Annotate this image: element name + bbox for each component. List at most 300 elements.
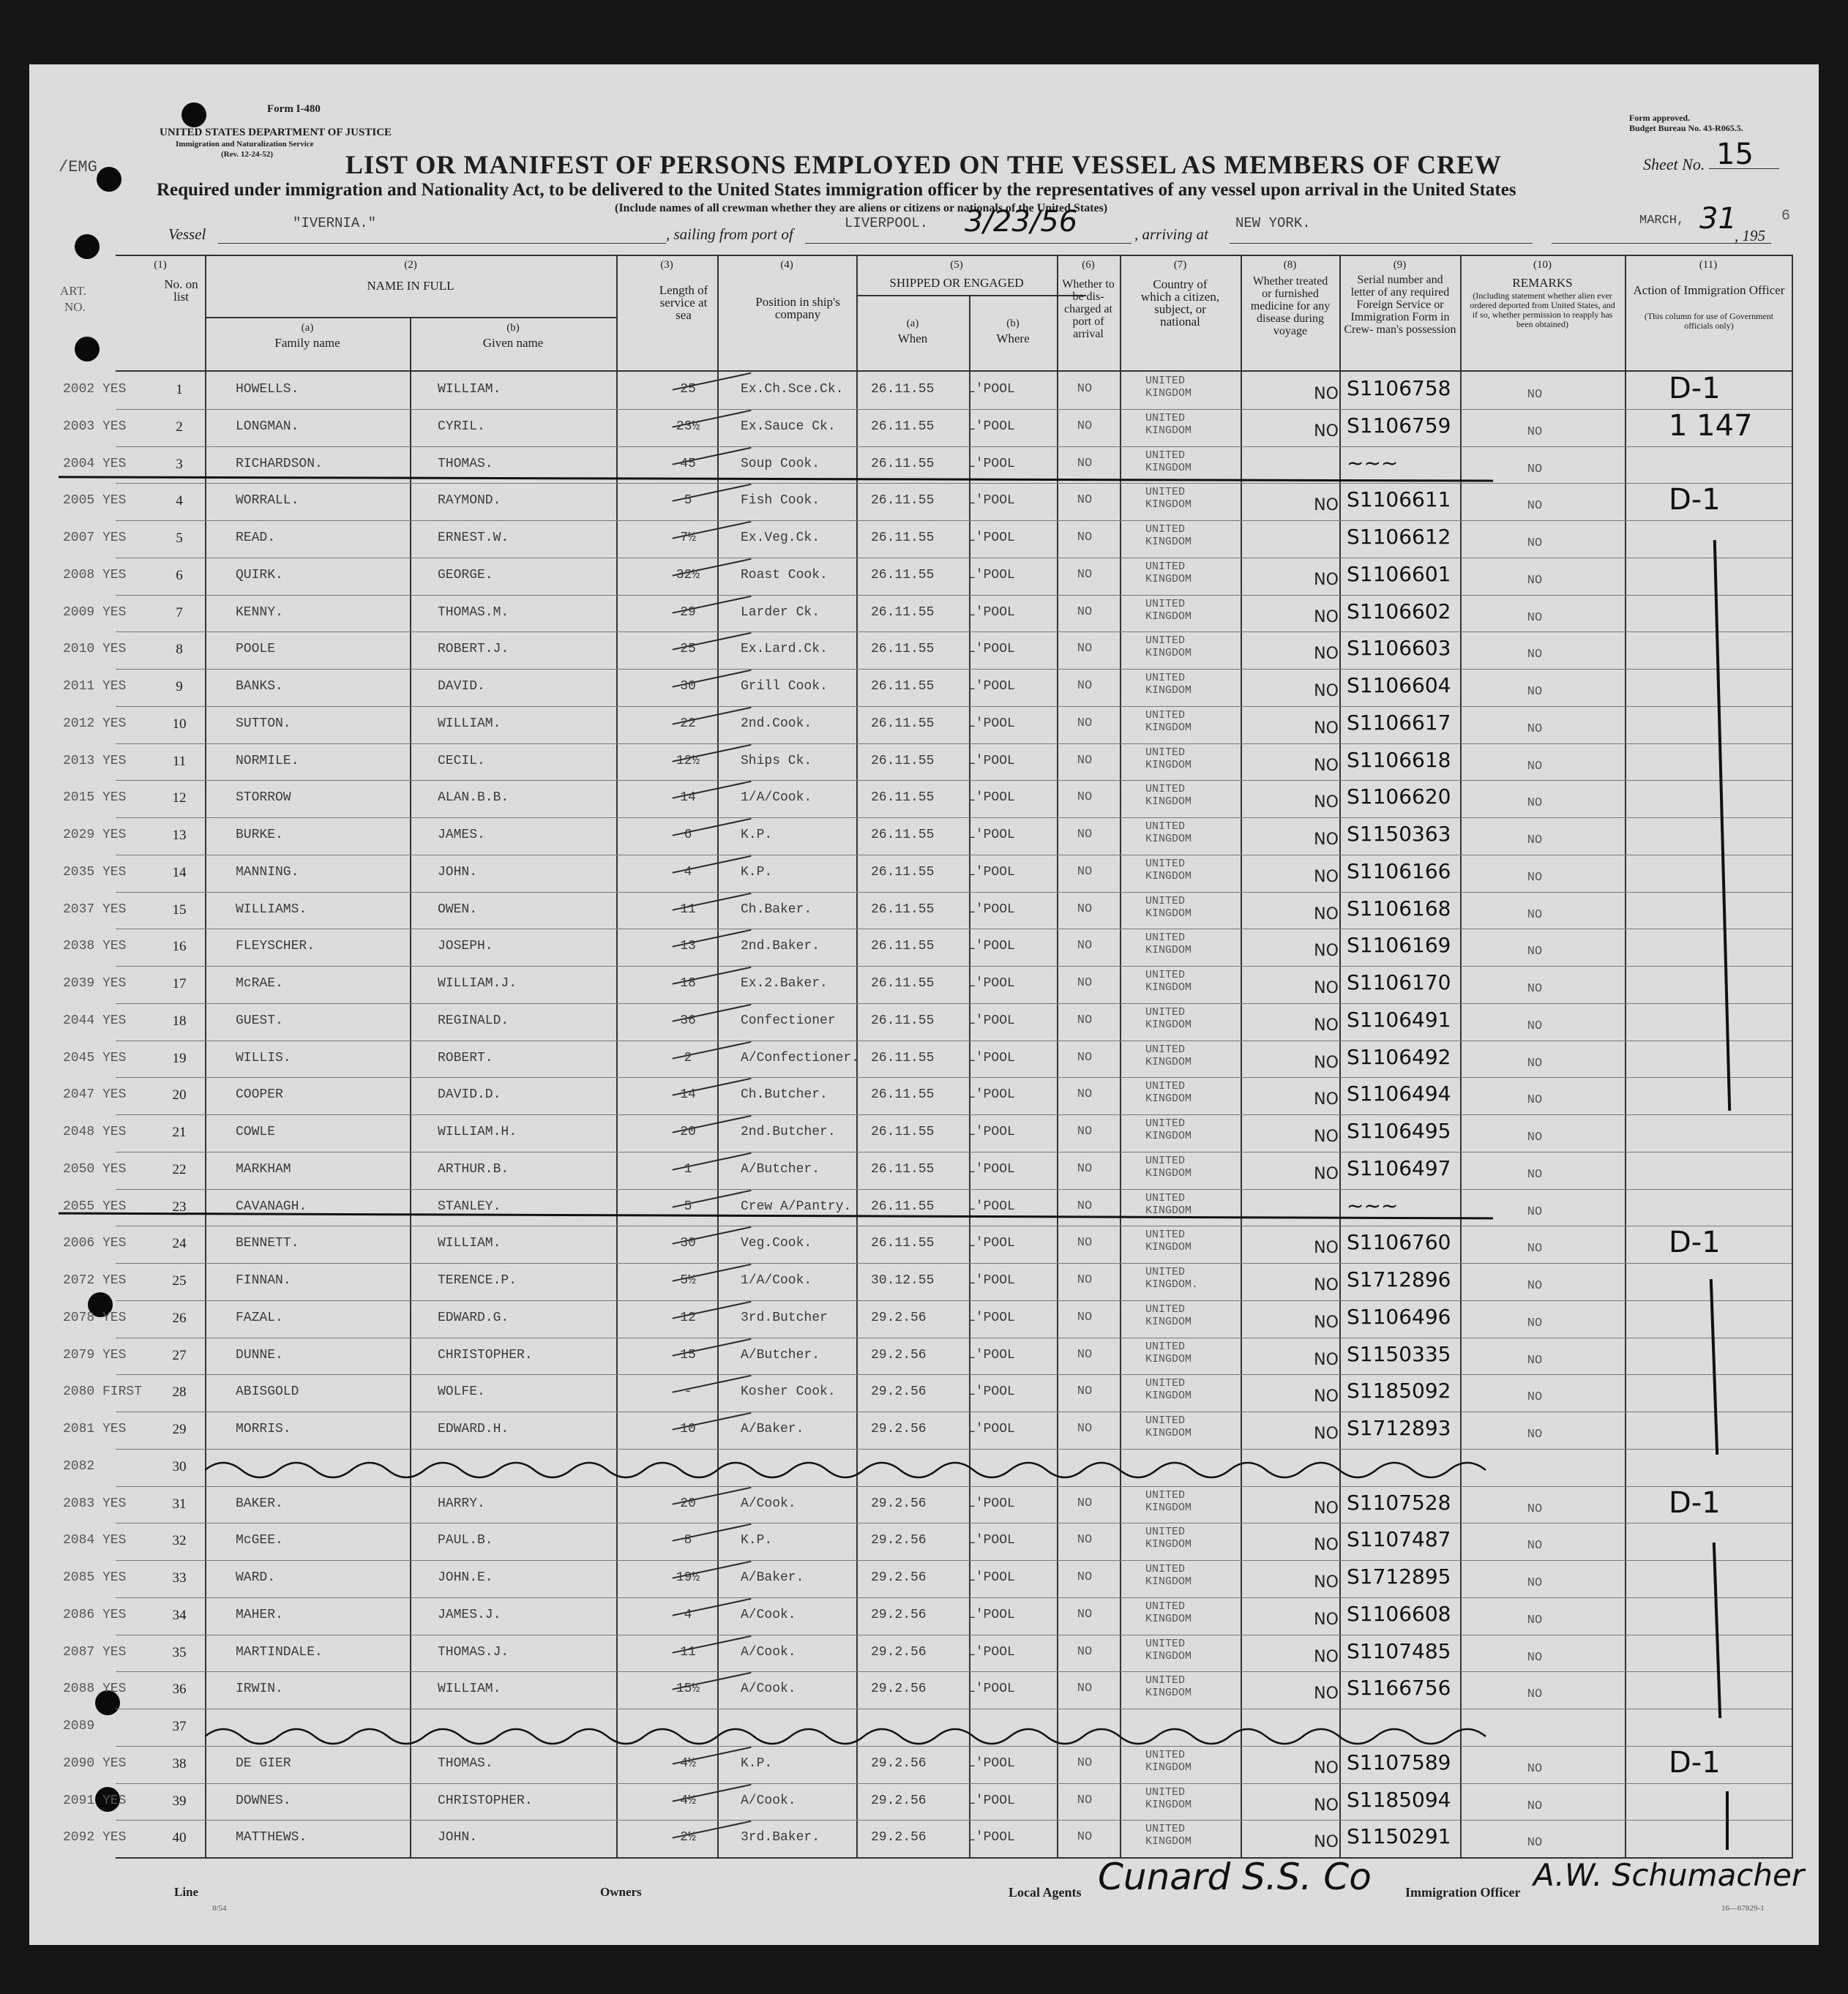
arriving-label: , arriving at <box>1134 225 1208 243</box>
row-serial-number: S1106491 <box>1347 1007 1451 1032</box>
row-list-number: 26 <box>172 1310 187 1326</box>
row-divider <box>116 409 1792 410</box>
row-discharged: NO <box>1077 1273 1093 1287</box>
col5a-header: When <box>897 331 928 345</box>
row-serial-number: S1106620 <box>1347 784 1451 809</box>
row-length-of-service: 2½ <box>680 1830 696 1845</box>
row-discharged: NO <box>1077 493 1093 508</box>
row-medical: NO <box>1314 1758 1339 1777</box>
row-country: UNITED KINGDOM <box>1145 746 1192 771</box>
sailing-port: LIVERPOOL. <box>845 215 929 231</box>
row-engaged-date: 29.2.56 <box>871 1347 927 1363</box>
row-length-of-service: 15½ <box>676 1682 700 1697</box>
table-row <box>29 1635 1819 1672</box>
row-position: 2nd.Cook. <box>741 716 812 731</box>
row-serial-number: S1106617 <box>1347 710 1451 735</box>
row-medical: NO <box>1314 1833 1339 1852</box>
row-discharged: NO <box>1077 1793 1093 1807</box>
row-art-number: 2083 YES <box>63 1496 127 1511</box>
row-engaged-place: L'POOL <box>968 679 1015 694</box>
row-discharged: NO <box>1077 939 1093 953</box>
sheet-number-rule <box>1709 168 1779 169</box>
row-given-name: ROBERT.J. <box>438 642 509 657</box>
row-divider <box>116 817 1792 818</box>
row-list-number: 30 <box>172 1458 187 1474</box>
row-length-of-service: 32½ <box>676 567 700 582</box>
row-family-name: DOWNES. <box>236 1793 291 1808</box>
arriving-port: NEW YORK. <box>1235 215 1311 231</box>
row-position: Ships Ck. <box>741 753 812 768</box>
row-engaged-date: 26.11.55 <box>871 419 935 434</box>
row-serial-number: S1150291 <box>1347 1824 1451 1849</box>
row-length-of-service: 4 <box>684 1607 692 1622</box>
row-serial-number: S1166756 <box>1347 1676 1451 1701</box>
row-engaged-date: 26.11.55 <box>871 976 935 991</box>
row-discharged: NO <box>1077 604 1093 619</box>
row-position: A/Cook. <box>741 1496 796 1511</box>
row-given-name: STANLEY. <box>438 1199 501 1214</box>
table-row <box>29 1412 1819 1449</box>
row-engaged-date: 26.11.55 <box>871 1050 935 1065</box>
row-engaged-place: L'POOL <box>968 1682 1015 1697</box>
row-engaged-place: L'POOL <box>968 790 1015 806</box>
col6-header: Whether to be dis- charged at port of arrival <box>1062 278 1115 340</box>
col5-header: SHIPPED OR ENGAGED <box>889 276 1024 290</box>
row-given-name: THOMAS.M. <box>438 604 509 620</box>
row-serial-number: S1106494 <box>1347 1082 1451 1106</box>
row-medical: NO <box>1314 719 1339 738</box>
row-country: UNITED KINGDOM <box>1145 1229 1192 1254</box>
row-position: 2nd.Butcher. <box>741 1125 836 1139</box>
row-serial-number: S1106760 <box>1347 1230 1451 1255</box>
action-stroke <box>1726 1791 1729 1850</box>
row-list-number: 33 <box>172 1570 187 1586</box>
row-engaged-date: 26.11.55 <box>871 753 935 768</box>
row-engaged-date: 26.11.55 <box>871 642 935 657</box>
row-remarks: NO <box>1527 1539 1543 1553</box>
row-remarks: NO <box>1527 1242 1543 1256</box>
table-row <box>29 409 1819 446</box>
row-position: A/Cook. <box>741 1793 796 1808</box>
row-list-number: 31 <box>172 1496 187 1512</box>
table-row <box>29 669 1819 706</box>
row-position: K.P. <box>741 1533 773 1548</box>
row-family-name: MANNING. <box>236 864 299 880</box>
row-serial-number: S1107487 <box>1347 1527 1451 1552</box>
row-position: Larder Ck. <box>741 604 820 620</box>
row-discharged: NO <box>1077 864 1093 879</box>
row-engaged-place: L'POOL <box>968 828 1015 842</box>
row-position: A/Cook. <box>741 1682 796 1697</box>
row-medical: NO <box>1314 904 1339 923</box>
row-given-name: HARRY. <box>438 1496 485 1511</box>
row-serial-number: S1712896 <box>1347 1267 1451 1292</box>
row-remarks: NO <box>1527 1316 1543 1330</box>
sheet-label: Sheet No. <box>1643 155 1705 173</box>
row-country: UNITED KINGDOM <box>1145 1117 1192 1142</box>
row-divider <box>116 1560 1792 1561</box>
row-medical: NO <box>1314 645 1339 664</box>
row-serial-number: S1106759 <box>1347 413 1451 438</box>
row-country: UNITED KINGDOM <box>1145 1377 1192 1403</box>
row-engaged-date: 26.11.55 <box>871 790 935 806</box>
row-remarks: NO <box>1527 870 1543 885</box>
row-serial-number: S1106758 <box>1347 376 1451 400</box>
col5b-number: (b) <box>1006 318 1020 329</box>
row-art-number: 2015 YES <box>63 790 127 806</box>
table-row <box>29 1523 1819 1560</box>
row-country: UNITED KINGDOM <box>1145 1191 1192 1217</box>
row-serial-number: S1712893 <box>1347 1416 1451 1440</box>
row-discharged: NO <box>1077 456 1093 471</box>
row-art-number: 2088 YES <box>63 1682 127 1697</box>
wavy-separator <box>205 1459 1508 1481</box>
row-list-number: 15 <box>172 902 187 918</box>
row-discharged: NO <box>1077 1682 1093 1696</box>
row-divider <box>116 1449 1792 1450</box>
row-remarks: NO <box>1527 907 1543 922</box>
page-subtitle: Required under immigration and Nationality Act, to be delivered to the United States immigration officer by the representatives of any vessel upon arrival in the United States <box>157 180 1516 200</box>
row-serial-number: S1107528 <box>1347 1490 1451 1515</box>
row-medical: NO <box>1314 1128 1339 1146</box>
table-row <box>29 372 1819 409</box>
row-serial-number: S1106601 <box>1347 561 1451 586</box>
row-engaged-place: L'POOL <box>968 1013 1015 1028</box>
row-divider <box>116 1597 1792 1598</box>
row-length-of-service: 30 <box>680 679 696 694</box>
row-list-number: 22 <box>172 1161 187 1177</box>
row-engaged-place: L'POOL <box>968 1830 1015 1845</box>
row-medical: NO <box>1314 831 1339 849</box>
row-position: A/Baker. <box>741 1570 804 1585</box>
row-position: Fish Cook. <box>741 493 820 509</box>
row-medical: NO <box>1314 942 1339 961</box>
row-discharged: NO <box>1077 642 1093 656</box>
row-family-name: BURKE. <box>236 828 283 842</box>
row-family-name: HOWELLS. <box>236 382 299 397</box>
form-number: Form I-480 <box>267 103 321 115</box>
row-remarks: NO <box>1527 536 1543 550</box>
col11-number: (11) <box>1699 259 1718 271</box>
col6-number: (6) <box>1082 259 1095 271</box>
row-length-of-service: 20 <box>680 1125 696 1139</box>
row-engaged-date: 26.11.55 <box>871 1236 935 1251</box>
row-given-name: EDWARD.H. <box>438 1422 509 1436</box>
year-digit: 6 <box>1781 208 1791 225</box>
row-remarks: NO <box>1527 1576 1543 1590</box>
row-given-name: JOHN. <box>438 1830 478 1845</box>
row-engaged-place: L'POOL <box>968 1644 1015 1660</box>
row-divider <box>116 1486 1792 1487</box>
row-position: Roast Cook. <box>741 567 828 582</box>
row-serial-number: S1106602 <box>1347 599 1451 623</box>
row-position: Ex.Ch.Sce.Ck. <box>741 382 844 397</box>
row-engaged-place: L'POOL <box>968 456 1015 471</box>
row-list-number: 13 <box>172 828 187 843</box>
row-remarks: NO <box>1527 1428 1543 1442</box>
row-family-name: NORMILE. <box>236 753 299 768</box>
row-given-name: THOMAS. <box>438 1755 493 1771</box>
row-country: UNITED KINGDOM <box>1145 894 1192 920</box>
row-length-of-service: 5 <box>684 493 692 509</box>
col11-note: (This column for use of Government officials only) <box>1644 311 1774 331</box>
col2b-number: (b) <box>506 322 520 334</box>
row-length-of-service: 5½ <box>680 1273 696 1288</box>
table-row <box>29 892 1819 929</box>
row-given-name: WILLIAM. <box>438 1682 501 1697</box>
row-discharged: NO <box>1077 1570 1093 1584</box>
row-position: 1/A/Cook. <box>741 1273 812 1288</box>
row-remarks: NO <box>1527 1761 1543 1776</box>
row-art-number: 2081 YES <box>63 1422 127 1436</box>
row-divider <box>116 1374 1792 1375</box>
row-engaged-date: 29.2.56 <box>871 1755 927 1771</box>
row-given-name: JAMES.J. <box>438 1607 501 1622</box>
row-medical: NO <box>1314 1313 1339 1332</box>
row-serial-number: S1106608 <box>1347 1601 1451 1626</box>
row-engaged-place: L'POOL <box>968 419 1015 434</box>
row-art-number: 2091 YES <box>63 1793 127 1808</box>
row-engaged-place: L'POOL <box>968 567 1015 582</box>
row-engaged-place: L'POOL <box>968 1347 1015 1363</box>
col5b-header: Where <box>996 331 1030 345</box>
row-serial-number: S1106166 <box>1347 858 1451 883</box>
row-length-of-service: 1 <box>684 1161 692 1177</box>
col7-header: Country of which a citizen, subject, or national <box>1140 277 1220 329</box>
row-discharged: NO <box>1077 1644 1093 1659</box>
row-art-number: 2085 YES <box>63 1570 127 1585</box>
row-art-number: 2012 YES <box>63 716 127 731</box>
row-country: UNITED KINGDOM <box>1145 1785 1192 1811</box>
punch-hole <box>75 337 100 361</box>
row-serial-number: S1106604 <box>1347 673 1451 697</box>
row-length-of-service: 11 <box>680 902 696 917</box>
row-country: UNITED KINGDOM <box>1145 1600 1192 1625</box>
row-medical: NO <box>1314 1090 1339 1109</box>
row-engaged-place: L'POOL <box>968 642 1015 657</box>
punch-hole <box>97 167 121 192</box>
row-country: UNITED KINGDOM <box>1145 486 1192 511</box>
row-family-name: SUTTON. <box>236 716 291 731</box>
row-list-number: 29 <box>172 1422 187 1437</box>
row-given-name: CECIL. <box>438 753 485 768</box>
row-art-number: 2048 YES <box>63 1125 127 1139</box>
row-country: UNITED KINGDOM <box>1145 820 1192 845</box>
row-discharged: NO <box>1077 1087 1093 1102</box>
table-row <box>29 520 1819 558</box>
row-given-name: GEORGE. <box>438 567 493 582</box>
row-length-of-service: 23½ <box>676 419 700 434</box>
row-discharged: NO <box>1077 1050 1093 1065</box>
row-divider <box>116 780 1792 781</box>
row-family-name: WILLIS. <box>236 1050 291 1065</box>
row-position: Grill Cook. <box>741 679 828 694</box>
row-engaged-date: 29.2.56 <box>871 1644 927 1660</box>
row-length-of-service: 19½ <box>676 1570 700 1585</box>
row-engaged-date: 26.11.55 <box>871 1199 935 1214</box>
row-engaged-date: 30.12.55 <box>871 1273 935 1288</box>
print-code-right: 16—67829-1 <box>1721 1904 1765 1913</box>
wavy-separator <box>205 1725 1508 1747</box>
row-length-of-service: 2 <box>684 1050 692 1065</box>
row-art-number: 2080 FIRST <box>63 1384 143 1400</box>
row-remarks: NO <box>1527 462 1543 476</box>
row-list-number: 14 <box>172 864 187 880</box>
row-remarks: NO <box>1527 1131 1543 1144</box>
row-divider <box>116 1671 1792 1672</box>
row-family-name: LONGMAN. <box>236 419 299 434</box>
local-agents-signature: Cunard S.S. Co <box>1098 1856 1372 1898</box>
form-revision: (Rev. 12-24-52) <box>221 150 273 159</box>
row-country: UNITED KINGDOM <box>1145 1080 1192 1106</box>
table-row <box>29 1114 1819 1152</box>
sheet-number: 15 <box>1716 138 1754 171</box>
row-officer-action: D-1 <box>1669 1745 1721 1780</box>
row-list-number: 5 <box>176 531 183 546</box>
row-family-name: ABISGOLD <box>236 1384 299 1400</box>
row-discharged: NO <box>1077 716 1093 730</box>
row-engaged-date: 26.11.55 <box>871 1161 935 1177</box>
row-divider <box>116 1300 1792 1301</box>
row-engaged-place: L'POOL <box>968 1310 1015 1325</box>
row-given-name: ARTHUR.B. <box>438 1161 509 1177</box>
row-length-of-service: 12½ <box>676 753 700 768</box>
row-family-name: MARKHAM <box>236 1161 291 1177</box>
row-remarks: NO <box>1527 499 1543 514</box>
row-given-name: CHRISTOPHER. <box>438 1347 533 1363</box>
table-row <box>29 1152 1819 1189</box>
row-serial-number: S1185092 <box>1347 1379 1451 1403</box>
row-divider <box>116 706 1792 707</box>
row-list-number: 34 <box>172 1607 187 1623</box>
row-remarks: NO <box>1527 1613 1543 1627</box>
row-medical: NO <box>1314 1239 1339 1258</box>
row-discharged: NO <box>1077 1496 1093 1510</box>
row-art-number: 2037 YES <box>63 902 127 917</box>
row-family-name: MATTHEWS. <box>236 1830 307 1845</box>
row-family-name: DE GIER <box>236 1755 291 1771</box>
row-engaged-date: 26.11.55 <box>871 1087 935 1103</box>
vessel-label: Vessel <box>168 225 206 243</box>
row-divider <box>116 669 1792 670</box>
row-engaged-place: L'POOL <box>968 1570 1015 1585</box>
table-row <box>29 483 1819 520</box>
row-country: UNITED KINGDOM <box>1145 375 1192 400</box>
row-serial-number: ~~~ <box>1347 1193 1399 1218</box>
row-medical: NO <box>1314 1573 1339 1592</box>
row-officer-action: D-1 <box>1669 1485 1721 1520</box>
row-serial-number: S1106496 <box>1347 1304 1451 1329</box>
row-medical: NO <box>1314 1425 1339 1443</box>
row-engaged-place: L'POOL <box>968 902 1015 917</box>
row-serial-number: S1106497 <box>1347 1155 1451 1180</box>
row-family-name: READ. <box>236 531 276 545</box>
row-divider <box>116 1263 1792 1264</box>
row-length-of-service: 4½ <box>680 1755 696 1771</box>
row-length-of-service: 4 <box>684 864 692 880</box>
row-given-name: ROBERT. <box>438 1050 493 1065</box>
row-list-number: 37 <box>172 1719 187 1734</box>
table-row <box>29 1820 1819 1857</box>
row-list-number: 32 <box>172 1533 187 1549</box>
row-remarks: NO <box>1527 685 1543 699</box>
row-list-number: 11 <box>172 753 187 769</box>
row-remarks: NO <box>1527 982 1543 996</box>
row-discharged: NO <box>1077 753 1093 768</box>
table-row <box>29 1189 1819 1226</box>
row-country: UNITED KINGDOM <box>1145 1637 1192 1663</box>
row-engaged-date: 26.11.55 <box>871 679 935 694</box>
row-list-number: 20 <box>172 1087 187 1103</box>
row-engaged-place: L'POOL <box>968 493 1015 509</box>
table-row <box>29 1671 1819 1709</box>
row-divider <box>116 1003 1792 1004</box>
row-list-number: 16 <box>172 939 187 955</box>
row-remarks: NO <box>1527 1056 1543 1071</box>
row-art-number: 2092 YES <box>63 1830 127 1845</box>
row-position: Ex.Sauce Ck. <box>741 419 836 434</box>
row-list-number: 21 <box>172 1125 187 1140</box>
row-art-number: 2082 <box>63 1458 95 1474</box>
row-position: 1/A/Cook. <box>741 790 812 806</box>
col3-header: Length of service at sea <box>659 283 708 322</box>
row-position: Ex.2.Baker. <box>741 976 828 991</box>
row-length-of-service: - <box>684 1384 692 1400</box>
col9-number: (9) <box>1393 259 1407 271</box>
row-engaged-date: 26.11.55 <box>871 716 935 731</box>
row-discharged: NO <box>1077 1607 1093 1622</box>
row-art-number: 2035 YES <box>63 864 127 880</box>
row-given-name: WILLIAM.H. <box>438 1125 517 1139</box>
col10-number: (10) <box>1533 259 1552 271</box>
row-family-name: KENNY. <box>236 604 283 620</box>
row-remarks: NO <box>1527 1799 1543 1813</box>
row-family-name: BENNETT. <box>236 1236 299 1251</box>
row-engaged-date: 26.11.55 <box>871 567 935 582</box>
col1-header: No. on list <box>164 277 198 304</box>
row-engaged-place: L'POOL <box>968 1050 1015 1065</box>
row-officer-action: D-1 <box>1669 372 1721 405</box>
table-row <box>29 780 1819 817</box>
row-length-of-service: 14 <box>680 1087 696 1103</box>
row-art-number: 2045 YES <box>63 1050 127 1065</box>
table-row <box>29 1486 1819 1523</box>
row-discharged: NO <box>1077 828 1093 842</box>
row-art-number: 2055 YES <box>63 1199 127 1214</box>
row-remarks: NO <box>1527 648 1543 662</box>
row-art-number: 2010 YES <box>63 642 127 657</box>
row-discharged: NO <box>1077 679 1093 693</box>
row-given-name: RAYMOND. <box>438 493 501 509</box>
row-engaged-date: 26.11.55 <box>871 1013 935 1028</box>
row-family-name: POOLE <box>236 642 276 657</box>
row-list-number: 27 <box>172 1347 187 1363</box>
row-remarks: NO <box>1527 1279 1543 1293</box>
row-art-number: 2002 YES <box>63 382 127 397</box>
row-medical: NO <box>1314 421 1339 441</box>
row-art-number: 2072 YES <box>63 1273 127 1288</box>
table-row <box>29 1041 1819 1078</box>
row-engaged-date: 26.11.55 <box>871 604 935 620</box>
row-engaged-date: 29.2.56 <box>871 1607 927 1622</box>
row-engaged-date: 26.11.55 <box>871 828 935 842</box>
row-officer-action: D-1 <box>1669 1226 1721 1260</box>
row-engaged-place: L'POOL <box>968 864 1015 880</box>
row-art-number: 2007 YES <box>63 531 127 545</box>
row-divider <box>116 520 1792 521</box>
row-position: A/Butcher. <box>741 1161 820 1177</box>
row-country: UNITED KINGDOM <box>1145 1005 1192 1031</box>
